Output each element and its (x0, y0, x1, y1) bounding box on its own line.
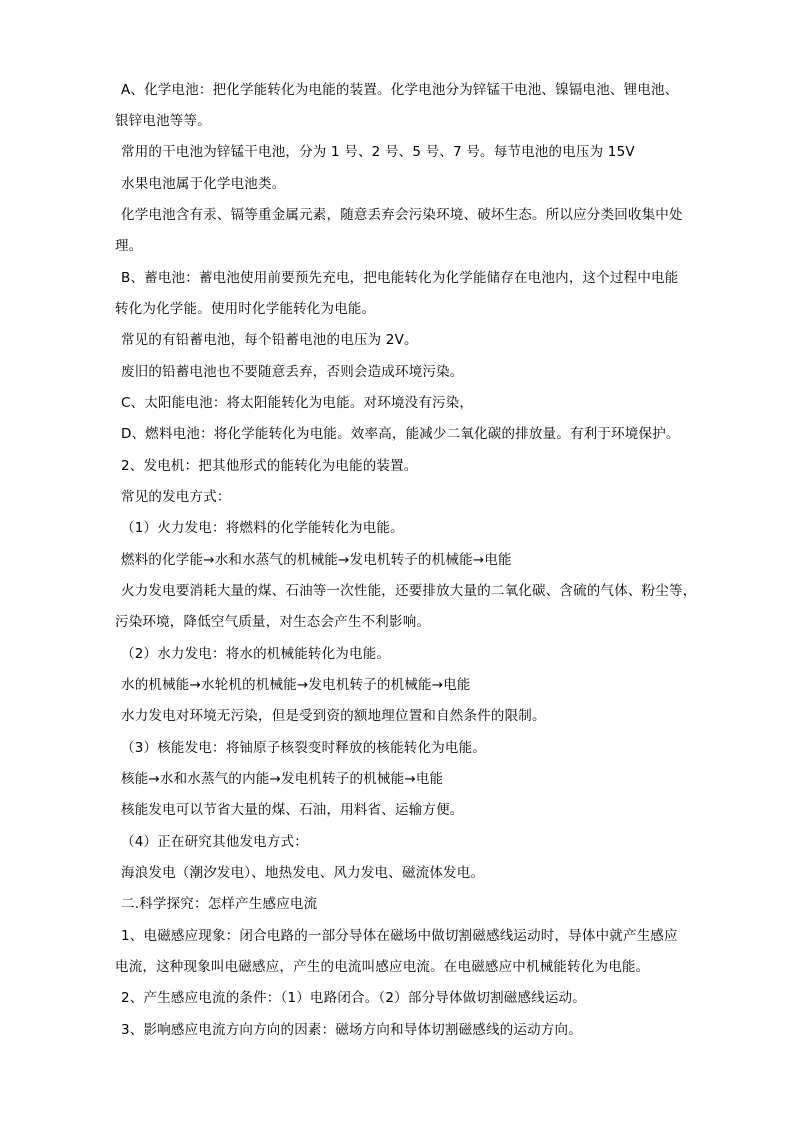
text-line: （3）核能发电：将铀原子核裂变时释放的核能转化为电能。 (121, 740, 486, 756)
text-line: 银锌电池等等。 (115, 113, 211, 129)
text-line: 水力发电对环境无污染，但是受到资的额地理位置和自然条件的限制。 (121, 708, 546, 724)
text-line: 化学电池含有汞、镉等重金属元素，随意丢弃会污染环境、破坏生态。所以应分类回收集中处 (121, 207, 683, 223)
text-line: 燃料的化学能→水和水蒸气的机械能→发电机转子的机械能→电能 (121, 552, 512, 568)
text-line: 转化为化学能。使用时化学能转化为电能。 (115, 301, 376, 317)
text-line: 1、电磁感应现象：闭合电路的一部分导体在磁场中做切割磁感线运动时，导体中就产生感应 (121, 928, 678, 944)
text-line: 常用的干电池为锌锰干电池，分为 1 号、2 号、5 号、7 号。每节电池的电压为 15V (121, 144, 635, 160)
text-line: B、蓄电池：蓄电池使用前要预先充电，把电能转化为化学能储存在电池内，这个过程中电能 (121, 270, 679, 286)
text-line: （1）火力发电：将燃料的化学能转化为电能。 (121, 520, 404, 536)
text-line: 核能→水和水蒸气的内能→发电机转子的机械能→电能 (121, 771, 444, 787)
text-line: 3、影响感应电流方向方向的因素：磁场方向和导体切割磁感线的运动方向。 (121, 1022, 582, 1038)
text-line: 2、发电机：把其他形式的能转化为电能的装置。 (121, 458, 418, 474)
text-line: 常见的有铅蓄电池，每个铅蓄电池的电压为 2V。 (121, 332, 418, 348)
text-line: 污染环境，降低空气质量，对生态会产生不利影响。 (115, 614, 431, 630)
text-line: （4）正在研究其他发电方式： (121, 834, 308, 850)
text-line: 二.科学探究：怎样产生感应电流 (121, 896, 318, 912)
text-line: 电流，这种现象叫电磁感应，产生的电流叫感应电流。在电磁感应中机械能转化为电能。 (115, 959, 650, 975)
text-line: 水的机械能→水轮机的机械能→发电机转子的机械能→电能 (121, 677, 471, 693)
text-line: 水果电池属于化学电池类。 (121, 176, 286, 192)
text-line: 核能发电可以节省大量的煤、石油，用料省、运输方便。 (121, 802, 464, 818)
text-line: 海浪发电（潮汐发电）、地热发电、风力发电、磁流体发电。 (121, 865, 485, 881)
text-line: D、燃料电池：将化学能转化为电能。效率高，能减少二氧化碳的排放量。有利于环境保护。 (121, 426, 680, 442)
text-line: 火力发电要消耗大量的煤、石油等一次性能，还要排放大量的二氧化碳、含硫的气体、粉尘等， (121, 583, 697, 599)
text-line: （2）水力发电：将水的机械能转化为电能。 (121, 646, 391, 662)
text-line: 废旧的铅蓄电池也不要随意丢弃，否则会造成环境污染。 (121, 364, 464, 380)
text-line: 理。 (115, 238, 143, 254)
text-line: C、太阳能电池：将太阳能转化为电能。对环境没有污染， (121, 395, 474, 411)
text-line: 常见的发电方式： (121, 489, 231, 505)
text-line: A、化学电池：把化学能转化为电能的装置。化学电池分为锌锰干电池、镍镉电池、锂电池、 (121, 82, 679, 98)
text-line: 2、产生感应电流的条件：（1）电路闭合。（2）部分导体做切割磁感线运动。 (121, 990, 586, 1006)
